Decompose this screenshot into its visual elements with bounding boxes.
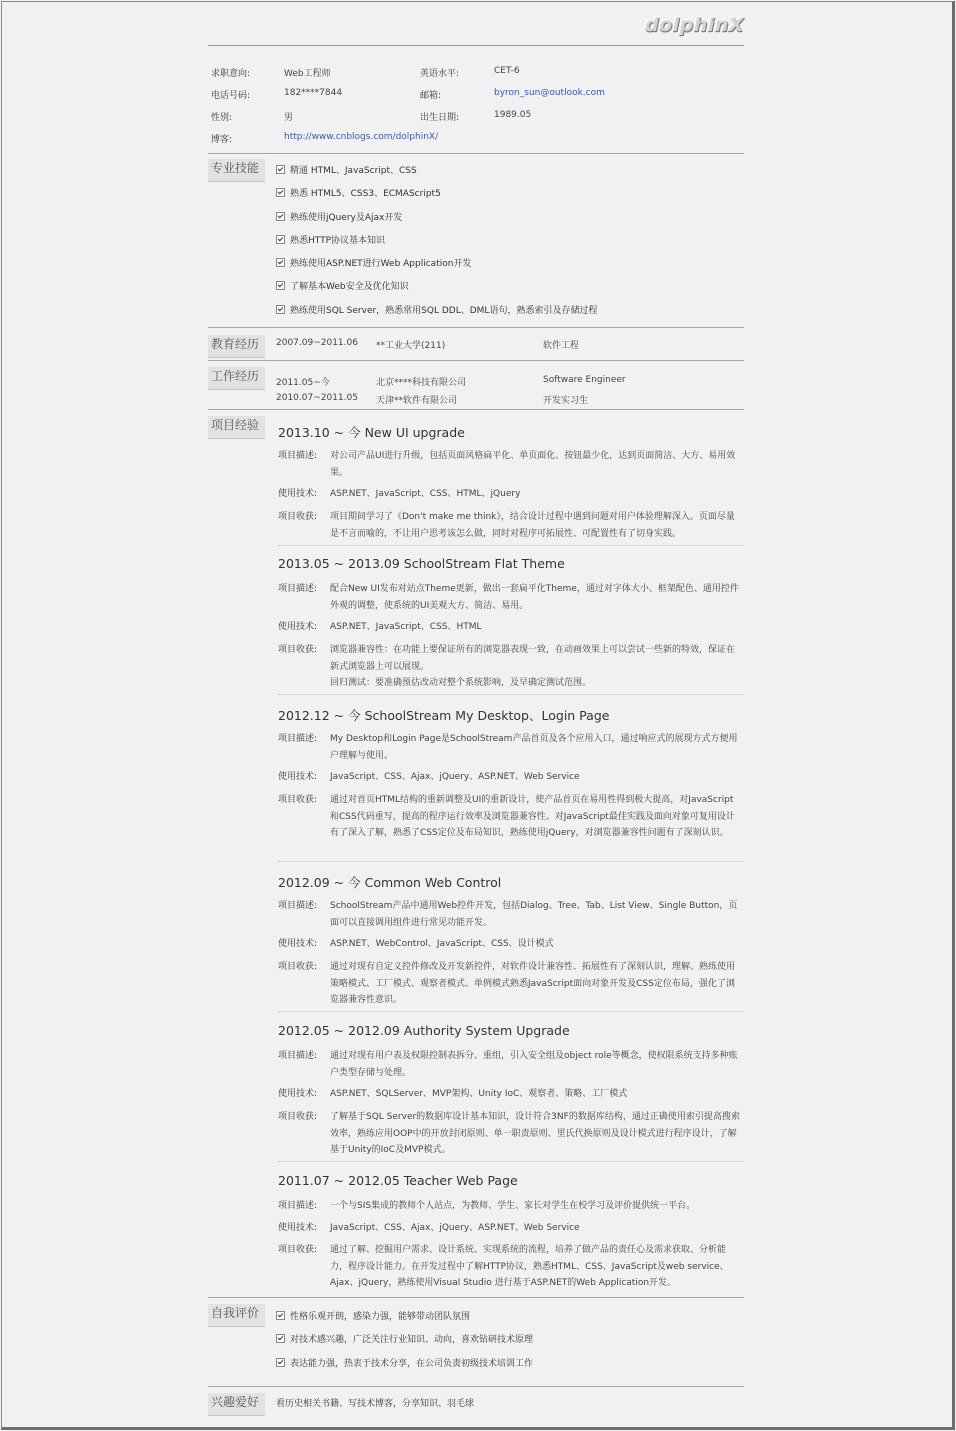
section-divider [208,153,744,154]
birth-label: 出生日期: [420,113,460,123]
basic-info [208,66,744,154]
checkbox-icon [276,1358,285,1367]
header-divider [208,45,744,46]
section-divider [208,360,744,361]
project-title: 2012.09 ~ 今 Common Web Control [278,875,502,890]
work-period: 2010.07~2011.05 [276,393,358,403]
skill-item: 熟悉 HTML5、CSS3、ECMAScript5 [276,187,742,210]
project-title: 2012.12 ~ 今 SchoolStream My Desktop、Login Page [278,708,610,723]
section-divider [208,327,744,328]
checkbox-icon [276,212,285,221]
project-divider [278,1011,744,1012]
projects-title: 项目经验 [208,416,265,439]
hobby-title: 兴趣爱好 [208,1393,265,1416]
education-title: 教育经历 [208,335,265,358]
gender-value: 男 [284,113,294,123]
checkbox-icon [276,1334,285,1343]
work-company: 天津**软件有限公司 [376,396,458,406]
project-divider [278,861,744,862]
gender-label: 性别: [211,113,233,123]
blog-link[interactable]: http://www.cnblogs.com/dolphinX/ [284,132,439,142]
checkbox-icon [276,188,285,197]
info-row [208,132,744,154]
self-eval-item: 对技术感兴趣，广泛关注行业知识、动向，喜欢钻研技术原理 [276,1333,742,1356]
birth-value: 1989.05 [494,110,532,120]
english-value: CET-6 [494,66,520,76]
self-eval-item: 表达能力强，热衷于技术分享，在公司负责初级技术培训工作 [276,1357,742,1380]
job-value: Web工程师 [284,69,331,79]
skill-item: 熟悉HTTP协议基本知识 [276,234,742,257]
project-gain-text: 浏览器兼容性：在功能上要保证所有的浏览器表现一致，在动画效果上可以尝试一些新的特效，保证在新式浏览器上可以展现。 [330,645,736,672]
skill-item: 了解基本Web安全及优化知识 [276,280,742,303]
email-link[interactable]: byron_sun@outlook.com [494,88,605,98]
project-divider [278,1161,744,1162]
checkbox-icon [276,281,285,290]
checkbox-icon [276,305,285,314]
work-role: Software Engineer [543,375,626,385]
self-eval-title: 自我评价 [208,1304,265,1327]
work-period: 2011.05~今 [276,378,330,388]
checkbox-icon [276,235,285,244]
education-period: 2007.09~2011.06 [276,338,358,348]
info-row [208,88,744,110]
project-title: 2012.05 ~ 2012.09 Authority System Upgrade [278,1023,570,1038]
education-row [208,338,744,352]
work-row [208,393,744,407]
job-label: 求职意向: [211,69,251,79]
project-divider [278,694,744,695]
section-divider [208,1297,744,1298]
work-title: 工作经历 [208,367,265,390]
skill-item: 熟练使用SQL Server，熟悉常用SQL DDL、DML语句，熟悉索引及存储过程 [276,304,742,327]
info-row [208,110,744,132]
work-company: 北京****科技有限公司 [376,378,467,388]
phone-label: 电话号码: [211,91,251,101]
work-role: 开发实习生 [543,396,589,406]
skill-item: 精通 HTML、JavaScript、CSS [276,164,742,187]
education-school: **工业大学(211) [376,341,446,351]
email-label: 邮箱: [420,91,442,101]
project-divider [278,545,744,546]
checkbox-icon [276,258,285,267]
section-divider [208,409,744,410]
skill-item: 熟练使用ASP.NET进行Web Application开发 [276,257,742,280]
phone-value: 182****7844 [284,88,343,98]
info-row [208,66,744,88]
checkbox-icon [276,1311,285,1320]
project-title: 2013.10 ~ 今 New UI upgrade [278,425,465,440]
brand-logo: dolphinX [645,14,744,36]
self-eval-list [276,1310,742,1380]
project-title: 2011.07 ~ 2012.05 Teacher Web Page [278,1173,518,1188]
english-label: 英语水平: [420,69,460,79]
self-eval-item: 性格乐观开朗，感染力强，能够带动团队氛围 [276,1310,742,1333]
blog-label: 博客: [211,135,233,145]
skills-list [276,164,742,327]
skills-title: 专业技能 [208,159,265,182]
section-divider [208,1386,744,1387]
education-major: 软件工程 [543,341,580,351]
project-gain-text: 回归测试：要准确预估改动对整个系统影响，及早确定测试范围。 [330,678,592,688]
skill-item: 熟练使用jQuery及Ajax开发 [276,211,742,234]
project-title: 2013.05 ~ 2013.09 SchoolStream Flat Theme [278,556,565,571]
work-row [208,375,744,389]
checkbox-icon [276,165,285,174]
hobby-text: 看历史相关书籍、写技术博客，分享知识、羽毛球 [276,1399,475,1409]
